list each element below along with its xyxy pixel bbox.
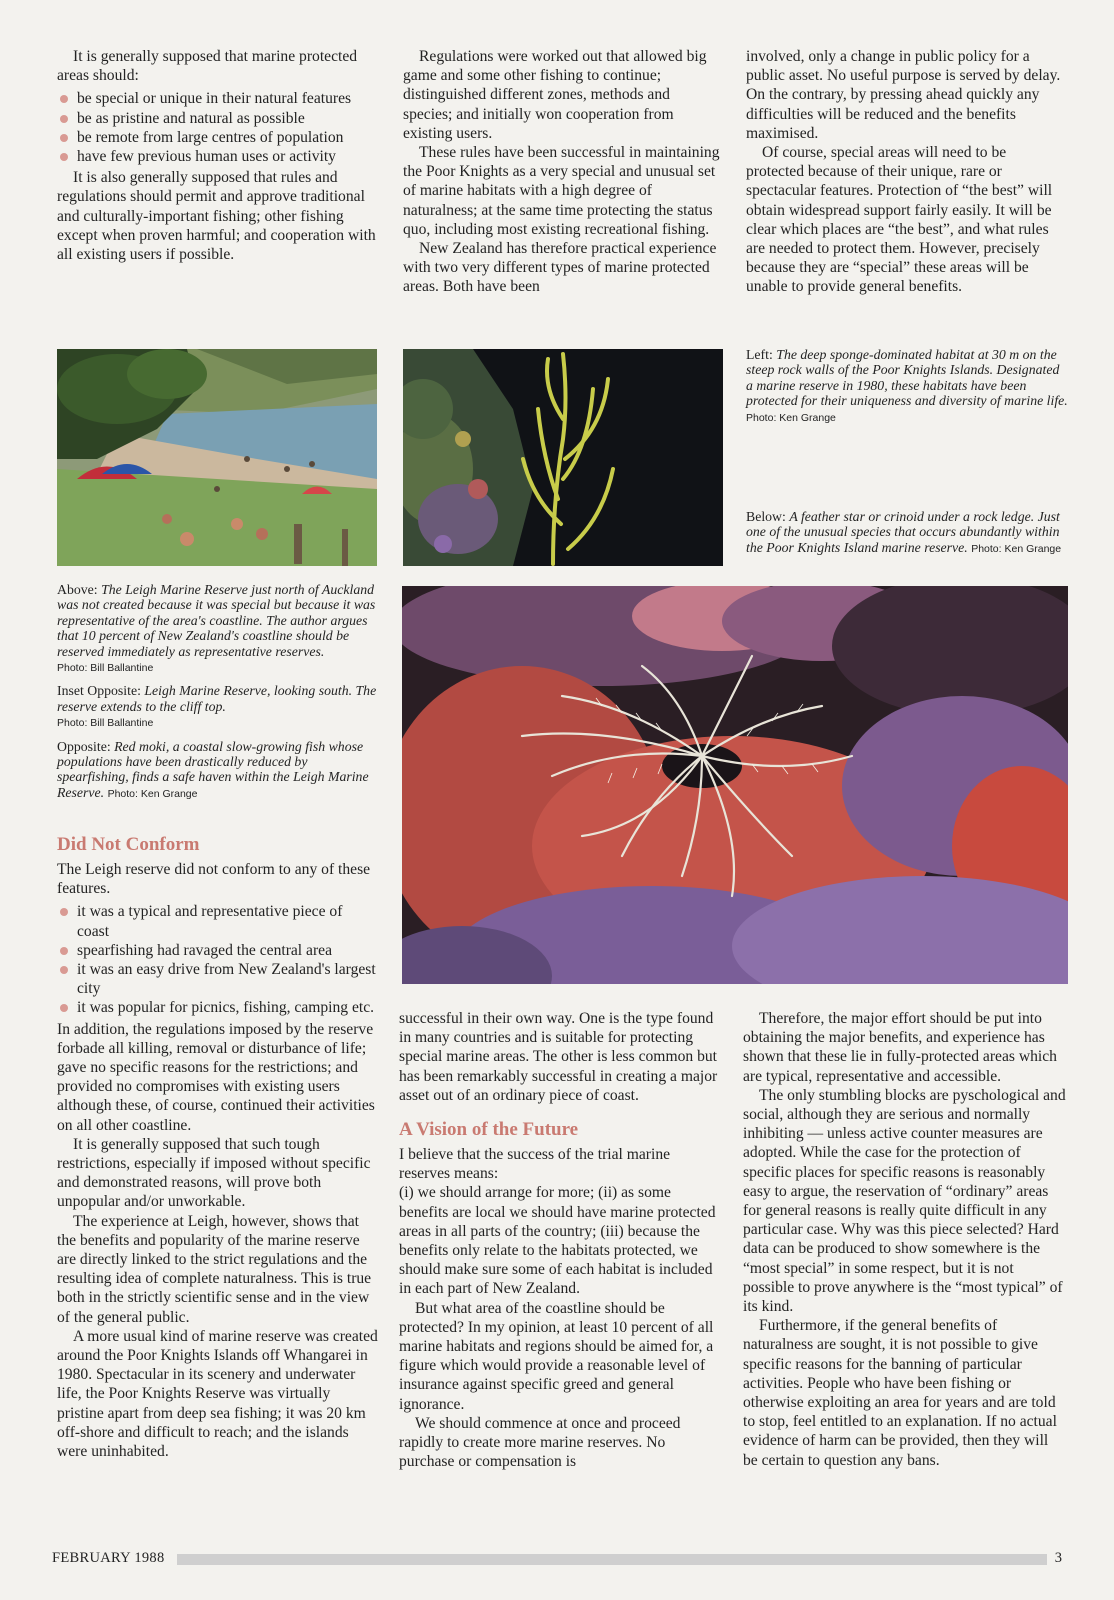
footer-rule bbox=[177, 1554, 1047, 1565]
caption-text: A feather star or crinoid under a rock ledge. Just one of the unusual species that occurs abundantly within the Poor Knights Island marine reserve. bbox=[746, 509, 1060, 555]
paragraph: A more usual kind of marine reserve was created around the Poor Knights Islands off Whangarei in 1980. Spectacular in its scenery and underwater life, the Poor Knights Reserve was virtually pristine apart from deep sea fishing; it was 20 km off-shore and difficult to reach; and the islands were uninhabited. bbox=[57, 1327, 378, 1461]
bullet-list bbox=[57, 89, 378, 166]
caption-text: Red moki, a coastal slow-growing fish whose populations have been drastically reduced by spearfishing, finds a safe haven within the Leigh Marine Reserve. bbox=[57, 738, 369, 800]
caption-group-left bbox=[57, 582, 378, 809]
list-item: it was an easy drive from New Zealand's largest city bbox=[57, 960, 378, 998]
paragraph: (i) we should arrange for more; (ii) as some benefits are local we should have marine protected areas in all parts of the country; (iii) because the benefits only relate to the habitats protected, we should make sure some of each habitat is included in each part of New Zealand. bbox=[399, 1184, 716, 1298]
paragraph: In addition, the regulations imposed by the reserve forbade all killing, removal or disturbance of life; gave no specific reasons for the restrictions; and provided no compromises with existing users although these, of course, continued their activities on all other coastline. bbox=[57, 1020, 375, 1134]
column-2-top bbox=[403, 47, 723, 297]
photo-credit: Photo: Bill Ballantine bbox=[57, 717, 154, 730]
page-footer bbox=[52, 1550, 1062, 1570]
paragraph: Therefore, the major effort should be put into obtaining the major benefits, and experience has shown that these lie in fully-protected areas which are typical, representative and accessible. bbox=[743, 1010, 1057, 1085]
bullet-list bbox=[57, 902, 378, 1017]
photo-credit: Photo: Bill Ballantine bbox=[57, 662, 154, 675]
list-item: be special or unique in their natural features bbox=[57, 89, 378, 108]
paragraph: I believe that the success of the trial marine reserves means: bbox=[399, 1146, 671, 1183]
photo-credit: Photo: Ken Grange bbox=[971, 542, 1062, 555]
column-2-bottom bbox=[399, 1009, 721, 1471]
paragraph: The Leigh reserve did not conform to any of these features. bbox=[57, 861, 371, 898]
caption-label: Below: bbox=[746, 509, 790, 524]
caption-label: Above: bbox=[57, 582, 102, 597]
paragraph: It is generally supposed that marine protected areas should: bbox=[57, 48, 358, 85]
caption-left bbox=[746, 347, 1068, 426]
caption-inset-opposite bbox=[57, 683, 378, 731]
paragraph: successful in their own way. One is the type found in many countries and is suitable for protecting special marine areas. The other is less common but has been remarkably successful in creating a major asset out of an ordinary piece of coast. bbox=[399, 1010, 718, 1104]
paragraph: But what area of the coastline should be protected? In my opinion, at least 10 percent of all marine habitats and regions should be aimed for, a figure which would provide a reasonable level of insurance against specific greed and general ignorance. bbox=[399, 1299, 714, 1413]
photo-feather-star bbox=[402, 586, 1068, 984]
section-heading: A Vision of the Future bbox=[399, 1119, 579, 1141]
page-number: 3 bbox=[1054, 1550, 1062, 1566]
paragraph: Furthermore, if the general benefits of naturalness are sought, it is not possible to give specific reasons for the banning of particular activities. People who have been fishing or otherwise exploiting an area for years and are told to stop, feel entitled to an explanation. If no actual evidence of harm can be provided, then they will be certain to question any bans. bbox=[743, 1317, 1057, 1469]
caption-text: The deep sponge-dominated habitat at 30 m on the steep rock walls of the Poor Knights Islands. Designated a marine reserve in 1980, these habitats have been protected for their uniqueness and diversity of marine life. bbox=[746, 347, 1068, 409]
paragraph: The experience at Leigh, however, shows that the benefits and popularity of the marine reserve are directly linked to the strict regulations and the resulting idea of complete naturalness. This is true both in the strictly scientific sense and in the view of the general public. bbox=[57, 1212, 372, 1326]
paragraph: New Zealand has therefore practical experience with two very different types of marine protected areas. Both have been bbox=[403, 240, 717, 296]
paragraph: involved, only a change in public policy for a public asset. No useful purpose is served by delay. On the contrary, by pressing ahead quickly any difficulties will be reduced and the benefits maximised. bbox=[746, 48, 1061, 142]
column-1-top bbox=[57, 47, 378, 264]
caption-label: Left: bbox=[746, 347, 777, 362]
list-item: it was popular for picnics, fishing, camping etc. bbox=[57, 998, 378, 1017]
paragraph: Of course, special areas will need to be protected because of their unique, rare or spectacular features. Protection of “the best” will obtain widespread support fairly easily. It will be clear which places are “the best”, and what rules are needed to protect them. However, precisely because they are “special” these areas will be unable to provide general benefits. bbox=[746, 144, 1053, 296]
caption-below bbox=[746, 509, 1068, 557]
caption-opposite bbox=[57, 739, 378, 803]
list-item: it was a typical and representative piece of coast bbox=[57, 902, 378, 940]
section-heading: Did Not Conform bbox=[57, 834, 200, 855]
paragraph: It is also generally supposed that rules and regulations should permit and approve traditional and culturally-important fishing; other fishing except when proven harmful; and cooperation with all existing users if possible. bbox=[57, 169, 376, 264]
column-3-bottom bbox=[743, 1009, 1066, 1470]
paragraph: Regulations were worked out that allowed big game and some other fishing to continue; distinguished different zones, methods and species; and initially won cooperation from existing users. bbox=[403, 48, 707, 142]
caption-label: Opposite: bbox=[57, 738, 115, 754]
photo-credit: Photo: Ken Grange bbox=[107, 787, 198, 800]
column-3-top bbox=[746, 47, 1066, 297]
paragraph: It is generally supposed that such tough restrictions, especially if imposed without specific and demonstrated reasons, will prove both unpopular and/or unworkable. bbox=[57, 1135, 371, 1211]
photo-sponge-habitat bbox=[403, 349, 723, 566]
list-item: spearfishing had ravaged the central area bbox=[57, 941, 378, 960]
photo-credit: Photo: Ken Grange bbox=[746, 411, 836, 424]
photo-leigh-beach bbox=[57, 349, 377, 566]
list-item: have few previous human uses or activity bbox=[57, 147, 378, 166]
caption-above bbox=[57, 582, 378, 676]
issue-date: FEBRUARY 1988 bbox=[52, 1550, 165, 1566]
caption-text: The Leigh Marine Reserve just north of Auckland was not created because it was special but because it was representative of the area's coastline. The author argues that 10 percent of New Zealand's coastline should be reserved immediately as representative reserves. bbox=[57, 582, 376, 659]
paragraph: The only stumbling blocks are pyschological and social, although they are serious and normally inhibiting — unless active counter measures are adopted. While the case for the protection of specific places for specific reasons is reasonably easy to argue, the reservation of “ordinary” areas for general reasons is really quite difficult in any particular case. Why was this piece selected? Hard data can be produced to show somewhere is the “most special” in some respect, but it is not possible to prove anywhere is the “most typical” of its kind. bbox=[743, 1086, 1066, 1316]
paragraph: We should commence at once and proceed rapidly to create more marine reserves. No purchase or compensation is bbox=[399, 1414, 681, 1471]
column-1-bottom bbox=[57, 826, 378, 1461]
list-item: be remote from large centres of population bbox=[57, 128, 378, 147]
list-item: be as pristine and natural as possible bbox=[57, 109, 378, 128]
caption-label: Inset Opposite: bbox=[57, 683, 145, 699]
paragraph: These rules have been successful in maintaining the Poor Knights as a very special and unusual set of marine habitats with a high degree of naturalness; at the same time protecting the status quo, including most existing recreational fishing. bbox=[403, 144, 720, 238]
caption-text: Leigh Marine Reserve, looking south. The reserve extends to the cliff top. bbox=[57, 683, 377, 714]
